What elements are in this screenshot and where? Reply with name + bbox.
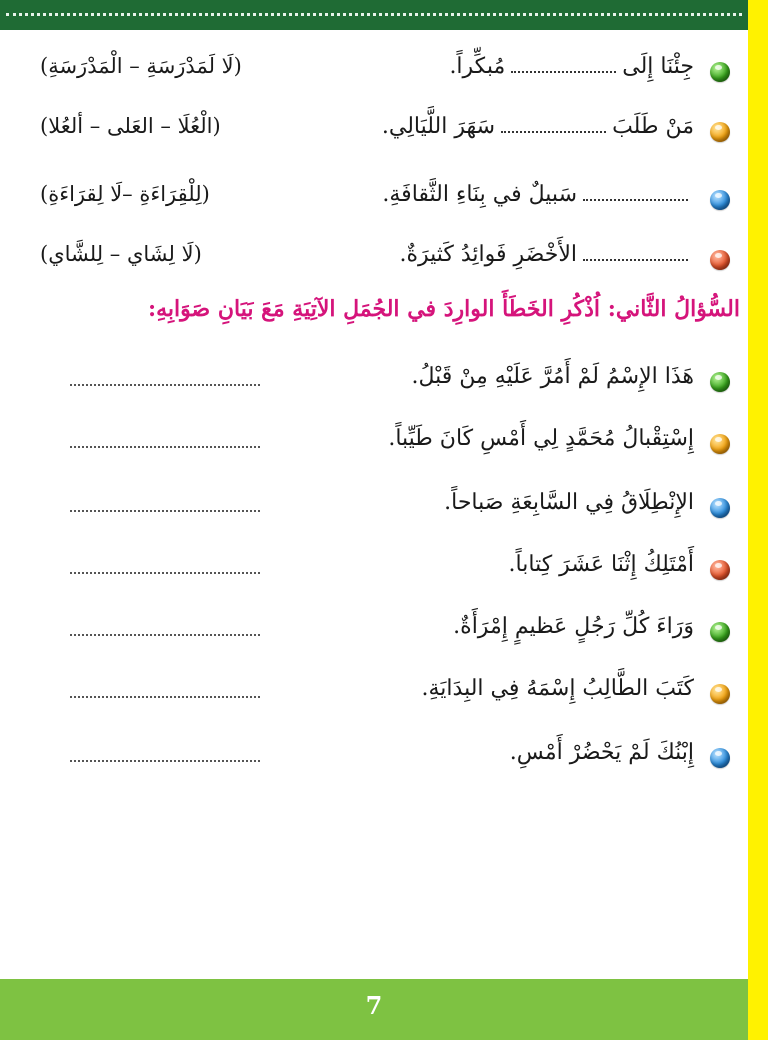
correction-sentence: إِبْنُكَ لَمْ يَحْضُرْ أَمْسِ. (509, 740, 694, 765)
correction-item (40, 360, 730, 404)
sentence-end: الأَخْضَرِ فَوائِدُ كَثيرَةٌ. (399, 242, 577, 267)
bullet-icon (710, 622, 730, 642)
sentence-end: سَبيلٌ في بِنَاءِ الثَّقافَةِ. (382, 182, 577, 207)
blank[interactable] (501, 121, 606, 133)
bullet-icon (710, 498, 730, 518)
correction-item (40, 422, 730, 466)
sentence-start: جِئْنَا إِلَى (622, 54, 694, 79)
correction-item (40, 736, 730, 780)
fill-sentence (382, 182, 694, 207)
bullet-icon (710, 434, 730, 454)
sentence-end: مُبكِّراً. (449, 54, 506, 79)
correction-item (40, 548, 730, 592)
bullet-icon (710, 122, 730, 142)
correction-sentence: هَذَا الإِسْمُ لَمْ أَمُرَّ عَلَيْهِ مِنْ قَبْلُ. (411, 364, 694, 389)
bullet-icon (710, 62, 730, 82)
choices: (لَا لِشَاي – لِلشَّاي) (40, 242, 202, 266)
bullet-icon (710, 684, 730, 704)
fill-sentence (382, 114, 694, 139)
correction-item (40, 672, 730, 716)
blank[interactable] (583, 249, 688, 261)
fill-item (40, 178, 730, 222)
answer-line[interactable] (70, 384, 260, 386)
bullet-icon (710, 372, 730, 392)
answer-line[interactable] (70, 696, 260, 698)
correction-item (40, 610, 730, 654)
bullet-icon (710, 560, 730, 580)
choices: (الْعُلَا – العَلى – ألعُلا) (40, 114, 221, 138)
fill-sentence (399, 242, 694, 267)
answer-line[interactable] (70, 510, 260, 512)
correction-sentence: وَرَاءَ كُلِّ رَجُلٍ عَظيمٍ إِمْرَأَةٌ. (453, 614, 694, 639)
bullet-icon (710, 250, 730, 270)
fill-item (40, 110, 730, 154)
blank[interactable] (511, 61, 616, 73)
sentence-end: سَهَرَ اللَّيَالِي. (381, 114, 496, 139)
bullet-icon (710, 748, 730, 768)
header-band (0, 0, 748, 30)
correction-sentence: أَمْتَلِكُ إِثْنَا عَشَرَ كِتاباً. (508, 552, 694, 577)
answer-line[interactable] (70, 446, 260, 448)
correction-sentence: إِسْتِقْبالُ مُحَمَّدٍ لِي أَمْسِ كَانَ طَيِّباً. (388, 426, 694, 451)
blank[interactable] (583, 189, 688, 201)
sentence-start: مَنْ طَلَبَ (612, 114, 694, 139)
page-number: 7 (365, 991, 383, 1020)
correction-sentence: الإِنْطِلَاقُ فِي السَّابِعَةِ صَباحاً. (444, 490, 694, 515)
footer-band (0, 979, 748, 1040)
header-dotted-line (6, 13, 742, 16)
answer-line[interactable] (70, 760, 260, 762)
right-stripe (748, 0, 768, 1040)
fill-item (40, 238, 730, 282)
fill-item (40, 50, 730, 94)
correction-item (40, 486, 730, 530)
bullet-icon (710, 190, 730, 210)
question-two-title: السُّؤالُ الثَّاني: اُذْكُرِ الخَطَأَ الوارِدَ في الجُمَلِ الآتِيَةِ مَعَ بَيَانِ صَوَابِهِ: (147, 296, 740, 322)
fill-sentence (449, 54, 694, 79)
answer-line[interactable] (70, 572, 260, 574)
choices: (لِلْقِرَاءَةِ –لَا لِقرَاءَةِ) (40, 182, 210, 206)
answer-line[interactable] (70, 634, 260, 636)
choices: (لَا لَمَدْرَسَةِ – الْمَدْرَسَةِ) (40, 54, 242, 78)
correction-sentence: كَتَبَ الطَّالِبُ إِسْمَهُ فِي البِدَايَةِ. (421, 676, 694, 701)
